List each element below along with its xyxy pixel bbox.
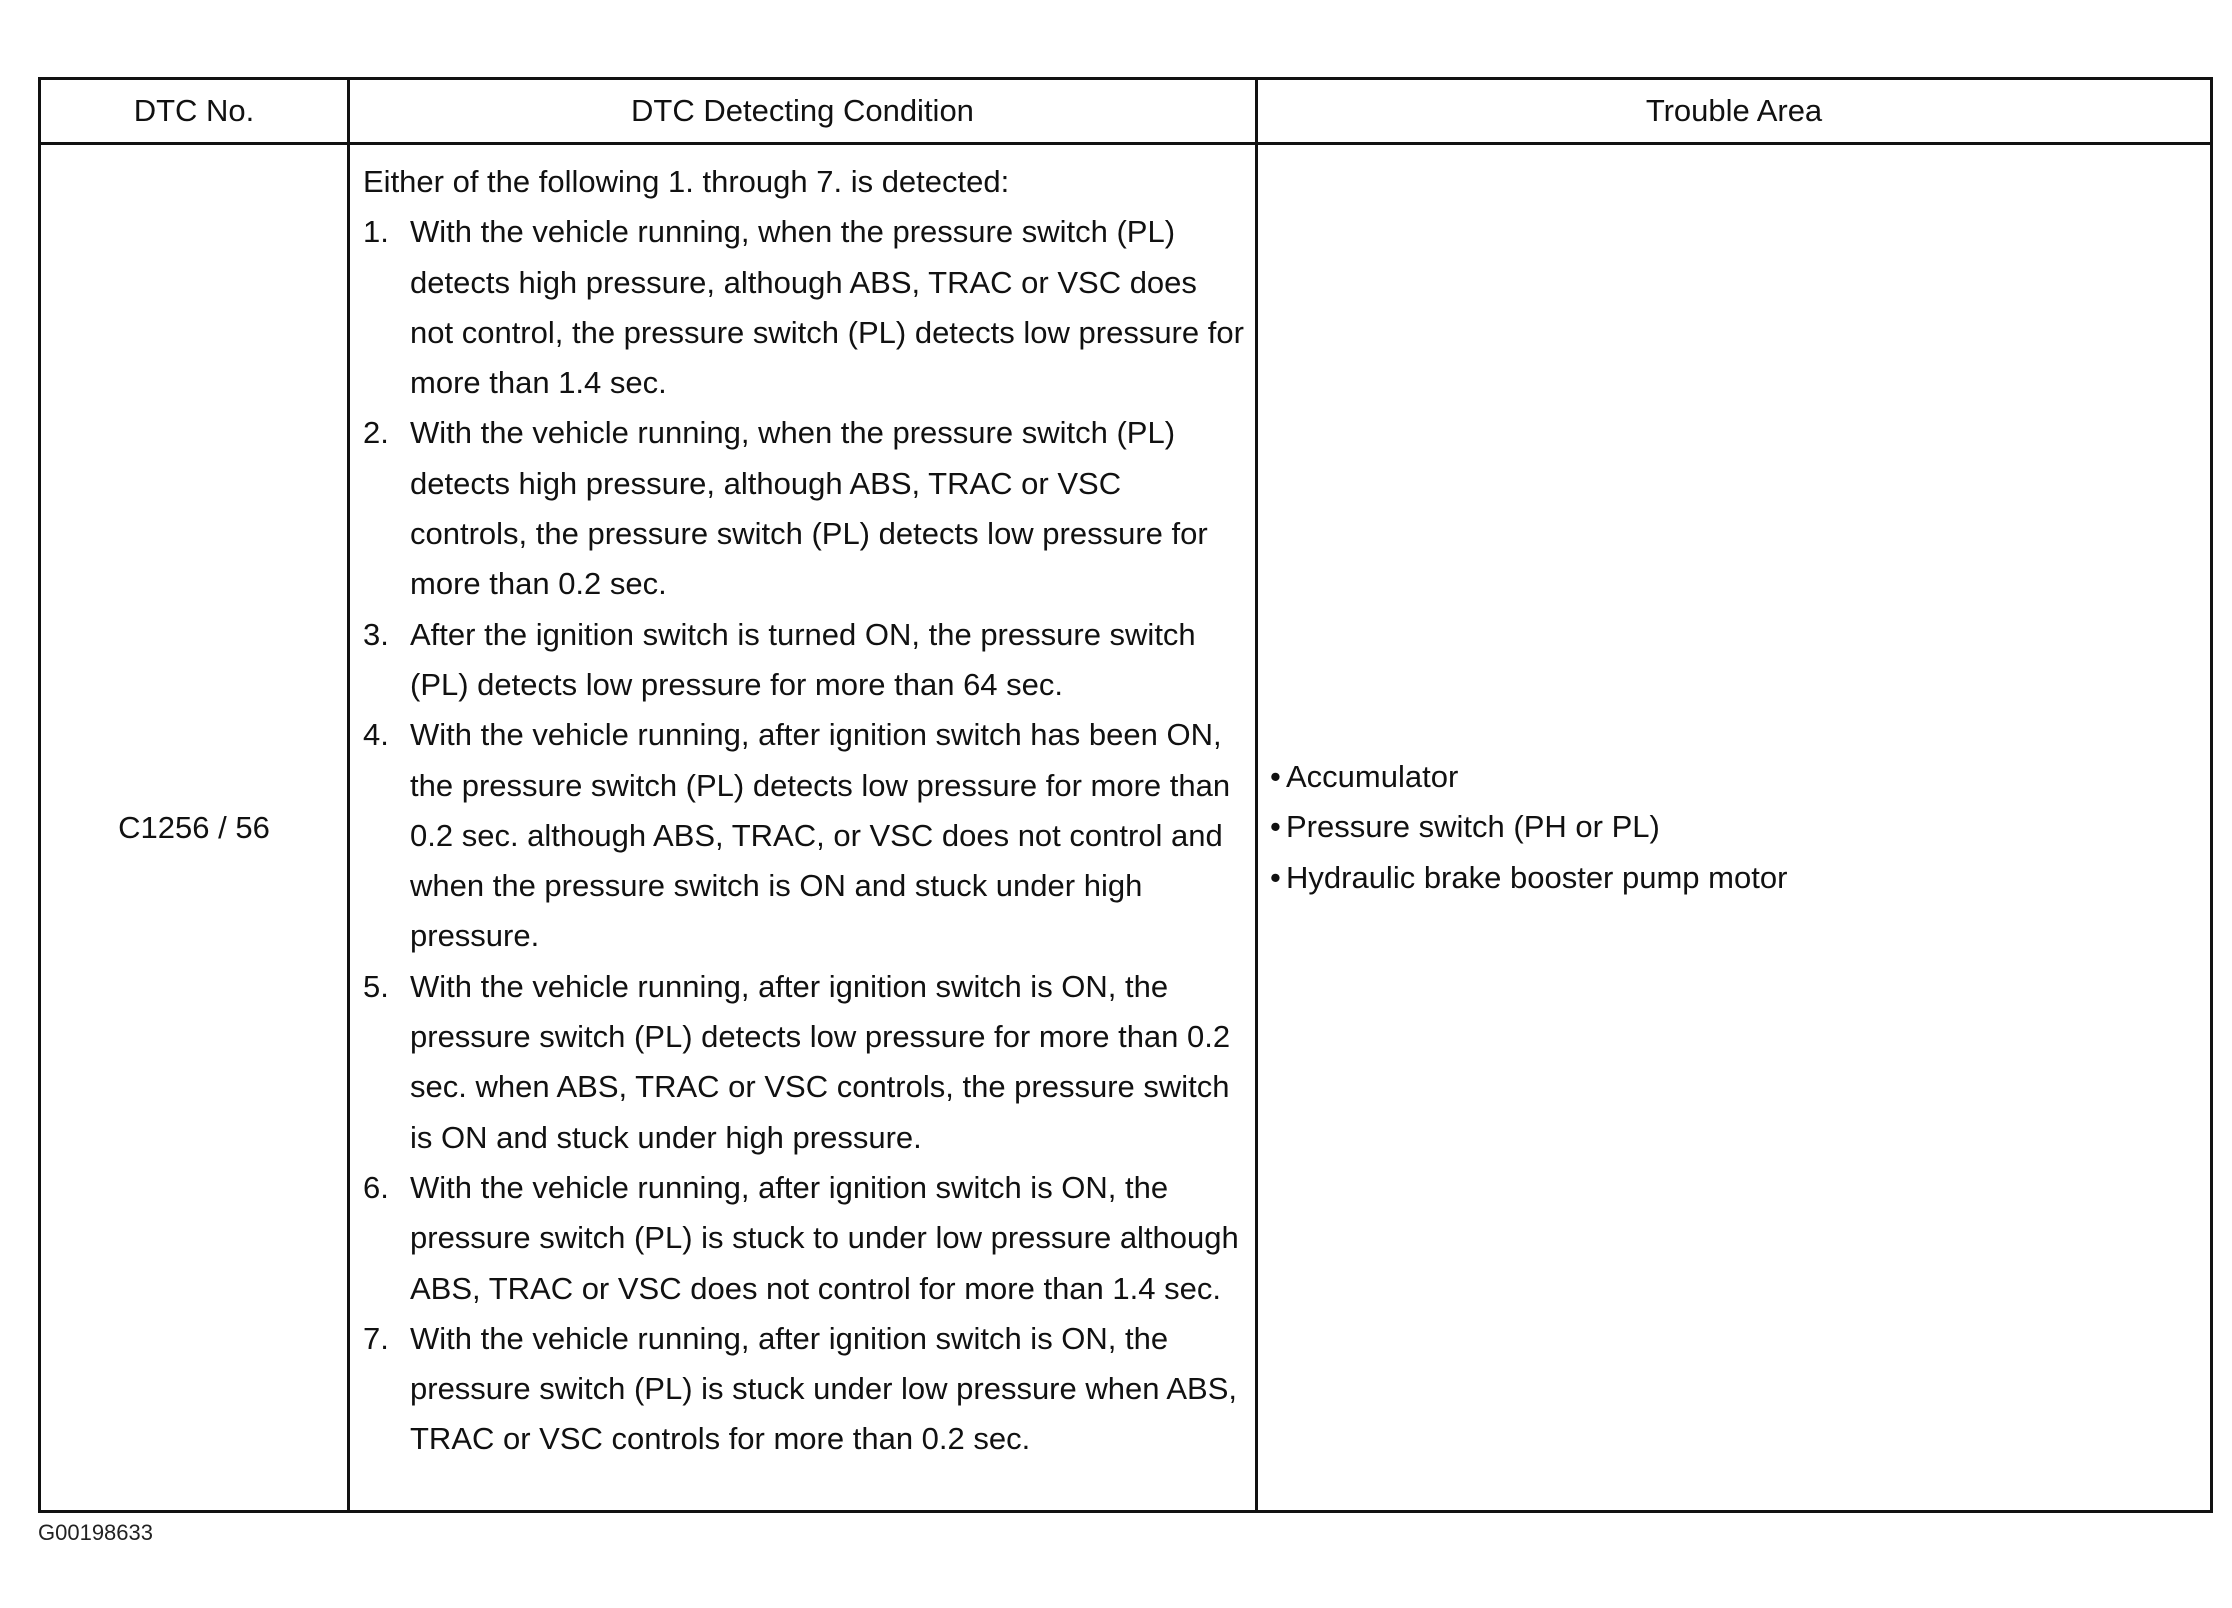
condition-number: 5. (363, 968, 389, 1004)
condition-item (363, 1163, 1245, 1314)
header-dtc-no: DTC No. (40, 79, 349, 144)
trouble-area-item (1270, 802, 2210, 852)
condition-number: 3. (363, 616, 389, 652)
header-row (40, 79, 2212, 144)
condition-text: With the vehicle running, after ignition switch is ON, the pressure switch (PL) is stuck under low pressure when ABS, TRAC or VSC controls for more than 0.2 sec. (410, 1320, 1238, 1457)
condition-number: 7. (363, 1320, 389, 1356)
condition-item (363, 408, 1245, 609)
header-trouble-area: Trouble Area (1257, 79, 2212, 144)
condition-item (363, 207, 1245, 408)
table-row (40, 144, 2212, 1512)
trouble-area-list (1270, 752, 2210, 903)
trouble-area-cell (1257, 144, 2212, 1512)
condition-number: 2. (363, 415, 389, 451)
bullet-icon: • (1270, 859, 1281, 895)
detecting-condition-cell (349, 144, 1257, 1512)
condition-text: With the vehicle running, after ignition switch has been ON, the pressure switch (PL) detects low pressure for more than 0.2 sec. although ABS, TRAC, or VSC does not control and when the pressure switch is ON and stuck under high pressure. (410, 717, 1231, 954)
condition-number: 4. (363, 717, 389, 753)
condition-item (363, 1314, 1245, 1465)
figure-id: G00198633 (38, 1520, 153, 1545)
condition-text: With the vehicle running, after ignition switch is ON, the pressure switch (PL) is stuck to under low pressure although ABS, TRAC or VSC does not control for more than 1.4 sec. (410, 1169, 1239, 1306)
condition-item (363, 710, 1245, 961)
bullet-icon: • (1270, 809, 1281, 845)
condition-text: With the vehicle running, when the pressure switch (PL) detects high pressure, although ABS, TRAC or VSC controls, the pressure switch (PL) detects low pressure for more than 0.2 sec. (410, 415, 1208, 602)
dtc-number-cell: C1256 / 56 (40, 144, 349, 1512)
condition-intro: Either of the following 1. through 7. is detected: (363, 164, 1010, 199)
condition-number: 6. (363, 1169, 389, 1205)
bullet-icon: • (1270, 759, 1281, 795)
dtc-table (38, 77, 2213, 1513)
condition-number: 1. (363, 214, 389, 250)
trouble-area-text: Accumulator (1286, 759, 1459, 795)
trouble-area-item (1270, 752, 2210, 802)
condition-item (363, 610, 1245, 711)
condition-text: With the vehicle running, after ignition switch is ON, the pressure switch (PL) detects low pressure for more than 0.2 sec. when ABS, TRAC or VSC controls, the pressure switch is ON and stuck under high pressure. (410, 968, 1231, 1155)
trouble-area-item (1270, 853, 2210, 903)
condition-text: After the ignition switch is turned ON, the pressure switch (PL) detects low pressure for more than 64 sec. (410, 616, 1196, 702)
trouble-area-text: Hydraulic brake booster pump motor (1286, 859, 1788, 895)
header-detecting-condition: DTC Detecting Condition (349, 79, 1257, 144)
condition-list (363, 207, 1245, 1464)
trouble-area-text: Pressure switch (PH or PL) (1286, 809, 1660, 845)
condition-item (363, 962, 1245, 1163)
condition-text: With the vehicle running, when the pressure switch (PL) detects high pressure, although ABS, TRAC or VSC does not control, the pressure switch (PL) detects low pressure for more than 1.4 sec. (410, 214, 1244, 401)
